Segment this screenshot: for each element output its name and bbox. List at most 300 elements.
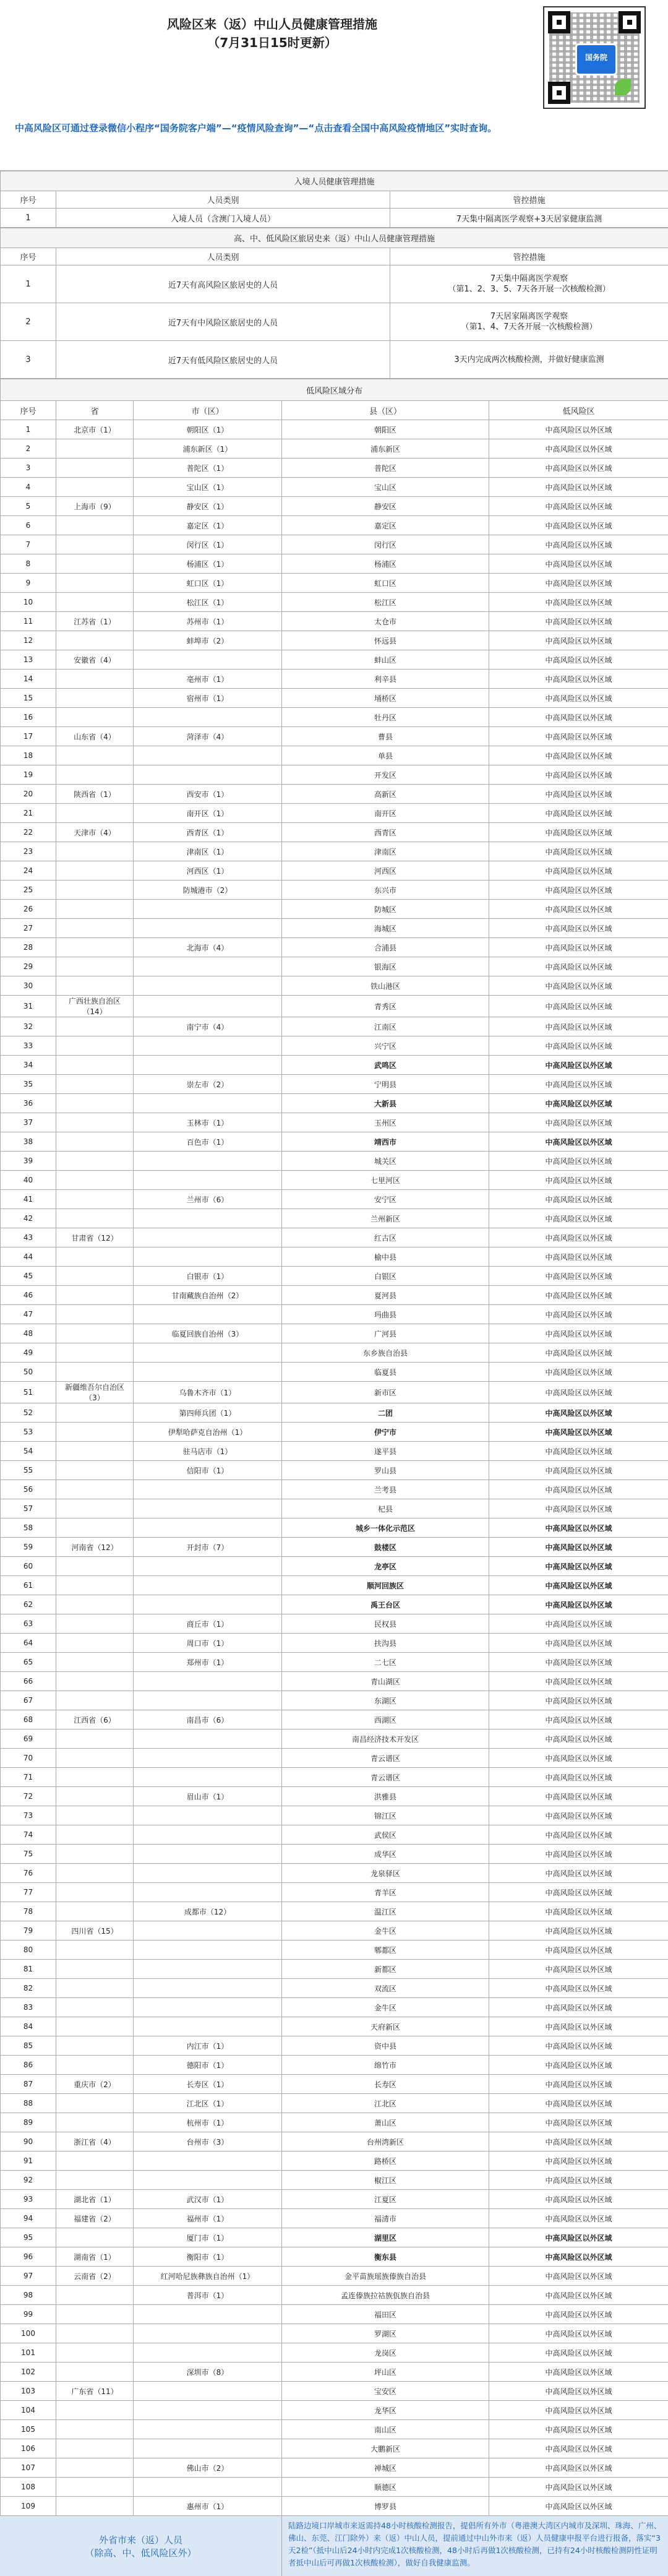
cell-province: 广西壮族自治区（14）	[56, 996, 134, 1017]
cell-low-risk: 中高风险区以外区域	[489, 439, 668, 459]
cell-county: 青山湖区	[282, 1672, 489, 1691]
cell-province	[56, 976, 134, 996]
cell-index: 19	[1, 765, 56, 785]
table-row	[1, 1672, 668, 1691]
cell-county: 江北区	[282, 2094, 489, 2113]
table-row	[1, 765, 668, 785]
cell-city: 嘉定区（1）	[134, 516, 282, 535]
cell-index: 22	[1, 823, 56, 842]
table-row	[1, 1017, 668, 1036]
cell-county: 松江区	[282, 593, 489, 612]
cell-county: 椒江区	[282, 2171, 489, 2190]
cell-index: 71	[1, 1768, 56, 1787]
col-header-county: 县（区）	[282, 401, 489, 420]
table-row	[1, 1902, 668, 1921]
low-risk-title: 低风险区域分布	[1, 379, 668, 401]
cell-city	[134, 1883, 282, 1902]
cell-index: 58	[1, 1518, 56, 1538]
cell-county: 虹口区	[282, 574, 489, 593]
cell-low-risk: 中高风险区以外区域	[489, 2228, 668, 2247]
cell-low-risk: 中高风险区以外区域	[489, 1343, 668, 1363]
cell-city: 普陀区（1）	[134, 459, 282, 478]
cell-low-risk: 中高风险区以外区域	[489, 1538, 668, 1557]
qr-code-image[interactable]	[543, 6, 646, 109]
table-row	[1, 1423, 668, 1442]
cell-low-risk: 中高风险区以外区域	[489, 2267, 668, 2286]
table-row	[1, 1749, 668, 1768]
cell-low-risk: 中高风险区以外区域	[489, 842, 668, 861]
table-row	[1, 2439, 668, 2458]
table-row	[1, 1960, 668, 1979]
cell-index: 14	[1, 670, 56, 689]
cell-low-risk: 中高风险区以外区域	[489, 2094, 668, 2113]
cell-province	[56, 1286, 134, 1305]
cell-province	[56, 1998, 134, 2017]
cell-low-risk: 中高风险区以外区域	[489, 1036, 668, 1056]
cell-county: 玉州区	[282, 1113, 489, 1132]
cell-county: 金牛区	[282, 1998, 489, 2017]
cell-city	[134, 1363, 282, 1382]
table-row	[1, 1382, 668, 1403]
cell-city: 德阳市（1）	[134, 2056, 282, 2075]
cell-measures: 7天居家隔离医学观察 （第1、4、7天各开展一次核酸检测）	[390, 303, 668, 341]
cell-category: 近7天有中风险区旅居史的人员	[56, 303, 390, 341]
table-row	[1, 804, 668, 823]
cell-county: 武侯区	[282, 1825, 489, 1845]
cell-province	[56, 1267, 134, 1286]
cell-county: 兴宁区	[282, 1036, 489, 1056]
cell-index: 79	[1, 1921, 56, 1941]
table-row	[1, 459, 668, 478]
cell-county: 民权县	[282, 1614, 489, 1634]
cell-province	[56, 2420, 134, 2439]
table-row	[1, 1343, 668, 1363]
cell-low-risk: 中高风险区以外区域	[489, 2363, 668, 2382]
cell-low-risk: 中高风险区以外区域	[489, 1576, 668, 1595]
cell-county: 资中县	[282, 2036, 489, 2056]
cell-province	[56, 1094, 134, 1113]
cell-low-risk: 中高风险区以外区域	[489, 670, 668, 689]
cell-county: 金牛区	[282, 1921, 489, 1941]
cell-city: 福州市（1）	[134, 2209, 282, 2228]
table-row	[1, 574, 668, 593]
cell-province	[56, 1036, 134, 1056]
cell-index: 10	[1, 593, 56, 612]
cell-city	[134, 1825, 282, 1845]
cell-low-risk: 中高风险区以外区域	[489, 1691, 668, 1710]
table-row	[1, 1056, 668, 1075]
cell-index: 18	[1, 746, 56, 765]
cell-index: 52	[1, 1403, 56, 1423]
cell-county: 罗湖区	[282, 2324, 489, 2343]
table-row	[1, 1132, 668, 1152]
cell-province	[56, 2324, 134, 2343]
cell-county: 金平苗族瑶族傣族自治县	[282, 2267, 489, 2286]
cell-city: 虹口区（1）	[134, 574, 282, 593]
cell-county: 鼓楼区	[282, 1538, 489, 1557]
cell-province	[56, 2439, 134, 2458]
cell-low-risk: 中高风险区以外区域	[489, 957, 668, 976]
table-row	[1, 2209, 668, 2228]
cell-county: 顺德区	[282, 2478, 489, 2497]
table-row	[1, 1825, 668, 1845]
cell-county: 二团	[282, 1403, 489, 1423]
cell-index: 50	[1, 1363, 56, 1382]
cell-county: 东湖区	[282, 1691, 489, 1710]
cell-category: 入境人员（含澳门入境人员）	[56, 209, 390, 228]
cell-low-risk: 中高风险区以外区域	[489, 2171, 668, 2190]
cell-city: 静安区（1）	[134, 497, 282, 516]
cell-city: 郑州市（1）	[134, 1653, 282, 1672]
cell-index: 93	[1, 2190, 56, 2209]
cell-county: 西青区	[282, 823, 489, 842]
cell-county: 衡东县	[282, 2247, 489, 2267]
cell-index: 33	[1, 1036, 56, 1056]
cell-index: 2	[1, 439, 56, 459]
table-row	[1, 303, 668, 341]
cell-index: 90	[1, 2132, 56, 2152]
cell-province: 天津市（4）	[56, 823, 134, 842]
cell-low-risk: 中高风险区以外区域	[489, 2017, 668, 2036]
cell-city	[134, 1691, 282, 1710]
cell-measures: 3天内完成两次核酸检测，并做好健康监测	[390, 341, 668, 379]
table-row	[1, 1305, 668, 1324]
cell-county: 开发区	[282, 765, 489, 785]
table-row	[1, 842, 668, 861]
table-row	[1, 265, 668, 303]
table-row	[1, 650, 668, 670]
cell-province	[56, 535, 134, 554]
cell-low-risk: 中高风险区以外区域	[489, 1921, 668, 1941]
cell-province	[56, 938, 134, 957]
cell-city	[134, 1672, 282, 1691]
table-row	[1, 1921, 668, 1941]
cell-county: 兰考县	[282, 1480, 489, 1499]
cell-index: 60	[1, 1557, 56, 1576]
cell-index: 107	[1, 2458, 56, 2478]
table-row	[1, 1152, 668, 1171]
cell-measures: 7天集中隔离医学观察+3天居家健康监测	[390, 209, 668, 228]
table-row	[1, 2458, 668, 2478]
cell-county: 河西区	[282, 861, 489, 881]
cell-city: 河西区（1）	[134, 861, 282, 881]
cell-low-risk: 中高风险区以外区域	[489, 516, 668, 535]
cell-province	[56, 1691, 134, 1710]
cell-index: 41	[1, 1190, 56, 1209]
cell-county: 利辛县	[282, 670, 489, 689]
table-row	[1, 1518, 668, 1538]
cell-city	[134, 1305, 282, 1324]
table-row	[1, 1171, 668, 1190]
cell-county: 湖里区	[282, 2228, 489, 2247]
cell-city: 周口市（1）	[134, 1634, 282, 1653]
cell-province	[56, 1518, 134, 1538]
table-row	[1, 1806, 668, 1825]
cell-province	[56, 1403, 134, 1423]
cell-province	[56, 1343, 134, 1363]
cell-county: 扶沟县	[282, 1634, 489, 1653]
cell-city: 西青区（1）	[134, 823, 282, 842]
table-row	[1, 593, 668, 612]
cell-city: 内江市（1）	[134, 2036, 282, 2056]
table-row	[1, 708, 668, 727]
cell-county: 白银区	[282, 1267, 489, 1286]
cell-province: 云南省（2）	[56, 2267, 134, 2286]
cell-index: 75	[1, 1845, 56, 1864]
cell-low-risk: 中高风险区以外区域	[489, 1749, 668, 1768]
cell-province	[56, 439, 134, 459]
cell-low-risk: 中高风险区以外区域	[489, 823, 668, 842]
cell-province	[56, 478, 134, 497]
cell-index: 61	[1, 1576, 56, 1595]
table-row	[1, 516, 668, 535]
qr-finder-icon	[548, 82, 570, 104]
table-row	[1, 1998, 668, 2017]
cell-low-risk: 中高风险区以外区域	[489, 2247, 668, 2267]
cell-low-risk: 中高风险区以外区域	[489, 1075, 668, 1094]
table-row	[1, 746, 668, 765]
table-row	[1, 2382, 668, 2401]
cell-county: 银海区	[282, 957, 489, 976]
cell-province: 江西省（6）	[56, 1710, 134, 1730]
col-header-low-risk: 低风险区	[489, 401, 668, 420]
cell-province	[56, 2152, 134, 2171]
cell-city: 玉林市（1）	[134, 1113, 282, 1132]
cell-city: 南宁市（4）	[134, 1017, 282, 1036]
cell-low-risk: 中高风险区以外区域	[489, 1209, 668, 1228]
table-row	[1, 478, 668, 497]
cell-low-risk: 中高风险区以外区域	[489, 1557, 668, 1576]
cell-province	[56, 1423, 134, 1442]
cell-low-risk: 中高风险区以外区域	[489, 1190, 668, 1209]
cell-county: 宁明县	[282, 1075, 489, 1094]
cell-province	[56, 2458, 134, 2478]
cell-low-risk: 中高风险区以外区域	[489, 1423, 668, 1442]
table-row	[1, 554, 668, 574]
cell-city	[134, 1576, 282, 1595]
cell-index: 72	[1, 1787, 56, 1806]
cell-province: 河南省（12）	[56, 1538, 134, 1557]
cell-low-risk: 中高风险区以外区域	[489, 1267, 668, 1286]
cell-city: 宿州市（1）	[134, 689, 282, 708]
table-row	[1, 1403, 668, 1423]
cell-index: 84	[1, 2017, 56, 2036]
cell-county: 浦东新区	[282, 439, 489, 459]
cell-index: 53	[1, 1423, 56, 1442]
cell-city	[134, 1094, 282, 1113]
cell-index: 20	[1, 785, 56, 804]
cell-index: 82	[1, 1979, 56, 1998]
table-row	[1, 689, 668, 708]
cell-index: 91	[1, 2152, 56, 2171]
table-row	[1, 2478, 668, 2497]
cell-category: 近7天有高风险区旅居史的人员	[56, 265, 390, 303]
cell-county: 武鸣区	[282, 1056, 489, 1075]
cell-low-risk: 中高风险区以外区域	[489, 2286, 668, 2305]
cell-index: 36	[1, 1094, 56, 1113]
col-header-category: 人员类别	[56, 191, 390, 209]
cell-province	[56, 1557, 134, 1576]
cell-city	[134, 1209, 282, 1228]
cell-county: 津南区	[282, 842, 489, 861]
cell-low-risk: 中高风险区以外区域	[489, 420, 668, 439]
cell-index: 74	[1, 1825, 56, 1845]
cell-low-risk: 中高风险区以外区域	[489, 1228, 668, 1247]
cell-low-risk: 中高风险区以外区域	[489, 2439, 668, 2458]
cell-low-risk: 中高风险区以外区域	[489, 1864, 668, 1883]
cell-low-risk: 中高风险区以外区域	[489, 1998, 668, 2017]
cell-province	[56, 574, 134, 593]
cell-city	[134, 2382, 282, 2401]
cell-index: 56	[1, 1480, 56, 1499]
cell-city: 宝山区（1）	[134, 478, 282, 497]
table-row	[1, 2343, 668, 2363]
cell-low-risk: 中高风险区以外区域	[489, 2036, 668, 2056]
cell-province: 山东省（4）	[56, 727, 134, 746]
cell-county: 朝阳区	[282, 420, 489, 439]
table-row	[1, 1324, 668, 1343]
cell-province	[56, 631, 134, 650]
cell-county: 罗山县	[282, 1461, 489, 1480]
cell-city: 临夏回族自治州（3）	[134, 1324, 282, 1343]
cell-city	[134, 765, 282, 785]
cell-county: 海城区	[282, 919, 489, 938]
cell-index: 80	[1, 1941, 56, 1960]
table-row	[1, 1557, 668, 1576]
cell-low-risk: 中高风险区以外区域	[489, 2401, 668, 2420]
footer-category-line-2: （除高、中、低风险区外）	[85, 2546, 196, 2559]
cell-county: 七里河区	[282, 1171, 489, 1190]
cell-province	[56, 919, 134, 938]
cell-county: 萧山区	[282, 2113, 489, 2132]
cell-county: 宝安区	[282, 2382, 489, 2401]
cell-province: 湖北省（1）	[56, 2190, 134, 2209]
cell-province	[56, 689, 134, 708]
cell-low-risk: 中高风险区以外区域	[489, 1634, 668, 1653]
cell-low-risk: 中高风险区以外区域	[489, 1710, 668, 1730]
travel-history-table	[0, 228, 668, 379]
cell-province	[56, 842, 134, 861]
cell-province	[56, 1768, 134, 1787]
cell-city: 伊犁哈萨克自治州（1）	[134, 1423, 282, 1442]
cell-index: 21	[1, 804, 56, 823]
cell-city: 南开区（1）	[134, 804, 282, 823]
cell-city	[134, 976, 282, 996]
cell-low-risk: 中高风险区以外区域	[489, 881, 668, 900]
cell-county: 广河县	[282, 1324, 489, 1343]
cell-county: 安宁区	[282, 1190, 489, 1209]
table-row	[1, 2056, 668, 2075]
cell-county: 普陀区	[282, 459, 489, 478]
col-header-index: 序号	[1, 191, 56, 209]
cell-county: 埇桥区	[282, 689, 489, 708]
cell-index: 49	[1, 1343, 56, 1363]
cell-county: 遂平县	[282, 1442, 489, 1461]
cell-county: 单县	[282, 746, 489, 765]
cell-index: 109	[1, 2497, 56, 2516]
table-row	[1, 2305, 668, 2324]
table-row	[1, 938, 668, 957]
table-row	[1, 1595, 668, 1614]
cell-index: 83	[1, 1998, 56, 2017]
cell-low-risk: 中高风险区以外区域	[489, 2324, 668, 2343]
table-row	[1, 2324, 668, 2343]
cell-province: 新疆维吾尔自治区（3）	[56, 1382, 134, 1403]
cell-city	[134, 919, 282, 938]
cell-index: 25	[1, 881, 56, 900]
cell-measures: 7天集中隔离医学观察 （第1、2、3、5、7天各开展一次核酸检测）	[390, 265, 668, 303]
table-row	[1, 1941, 668, 1960]
cell-city: 乌鲁木齐市（1）	[134, 1382, 282, 1403]
cell-county: 西湖区	[282, 1710, 489, 1730]
cell-index: 23	[1, 842, 56, 861]
table-row	[1, 2017, 668, 2036]
footer-measures: 陆路边境口岸城市来返需持48小时核酸检测报告，提倡所有外市（粤港澳大湾区内城市及深圳、珠海、广州、佛山、东莞、江门除外）来（返）中山人员，提前通过中山外市来（返）人员健康申报平台进行报备，落实“3天2检”（抵中山后24小时内完成1次核酸检测，48小时后再做1次核酸检测，已持有24小时核酸检测阴性证明者抵中山后可再做1次核酸检测），做好自我健康监测。	[282, 2516, 668, 2576]
cell-index: 64	[1, 1634, 56, 1653]
table-row	[1, 823, 668, 842]
cell-index: 68	[1, 1710, 56, 1730]
cell-index: 57	[1, 1499, 56, 1518]
cell-province: 上海市（9）	[56, 497, 134, 516]
cell-province	[56, 2305, 134, 2324]
cell-index: 5	[1, 497, 56, 516]
cell-province	[56, 1190, 134, 1209]
cell-province	[56, 1614, 134, 1634]
title-line-2: （7月31日15时更新）	[0, 33, 544, 52]
cell-province	[56, 1672, 134, 1691]
cell-city: 武汉市（1）	[134, 2190, 282, 2209]
table-row	[1, 2036, 668, 2056]
cell-county: 临夏县	[282, 1363, 489, 1382]
cell-city	[134, 1806, 282, 1825]
cell-index: 67	[1, 1691, 56, 1710]
cell-city: 崇左市（2）	[134, 1075, 282, 1094]
table-row	[1, 1209, 668, 1228]
cell-index: 69	[1, 1730, 56, 1749]
travel-title: 高、中、低风险区旅居史来（返）中山人员健康管理措施	[1, 228, 668, 248]
cell-index: 103	[1, 2382, 56, 2401]
cell-city: 惠州市（1）	[134, 2497, 282, 2516]
cell-county: 城关区	[282, 1152, 489, 1171]
notice-text: 中高风险区可通过登录微信小程序“国务院客户端”—“疫情风险查询”—“点击查看全国中高风险疫情地区”实时查询。	[0, 111, 668, 171]
cell-index: 104	[1, 2401, 56, 2420]
cell-index: 59	[1, 1538, 56, 1557]
cell-low-risk: 中高风险区以外区域	[489, 1056, 668, 1075]
cell-county: 洪雅县	[282, 1787, 489, 1806]
cell-index: 101	[1, 2343, 56, 2363]
cell-county: 青云谱区	[282, 1749, 489, 1768]
cell-province	[56, 1941, 134, 1960]
cell-county: 江夏区	[282, 2190, 489, 2209]
table-row	[1, 631, 668, 650]
cell-low-risk: 中高风险区以外区域	[489, 1595, 668, 1614]
cell-city: 厦门市（1）	[134, 2228, 282, 2247]
cell-index: 15	[1, 689, 56, 708]
cell-county: 锦江区	[282, 1806, 489, 1825]
col-header-province: 省	[56, 401, 134, 420]
cell-province	[56, 2363, 134, 2382]
cell-county: 天府新区	[282, 2017, 489, 2036]
cell-index: 7	[1, 535, 56, 554]
cell-low-risk: 中高风险区以外区域	[489, 746, 668, 765]
table-row	[1, 996, 668, 1017]
cell-city	[134, 1768, 282, 1787]
cell-province: 江苏省（1）	[56, 612, 134, 631]
cell-city: 松江区（1）	[134, 593, 282, 612]
cell-province	[56, 708, 134, 727]
table-row	[1, 785, 668, 804]
cell-province	[56, 1171, 134, 1190]
